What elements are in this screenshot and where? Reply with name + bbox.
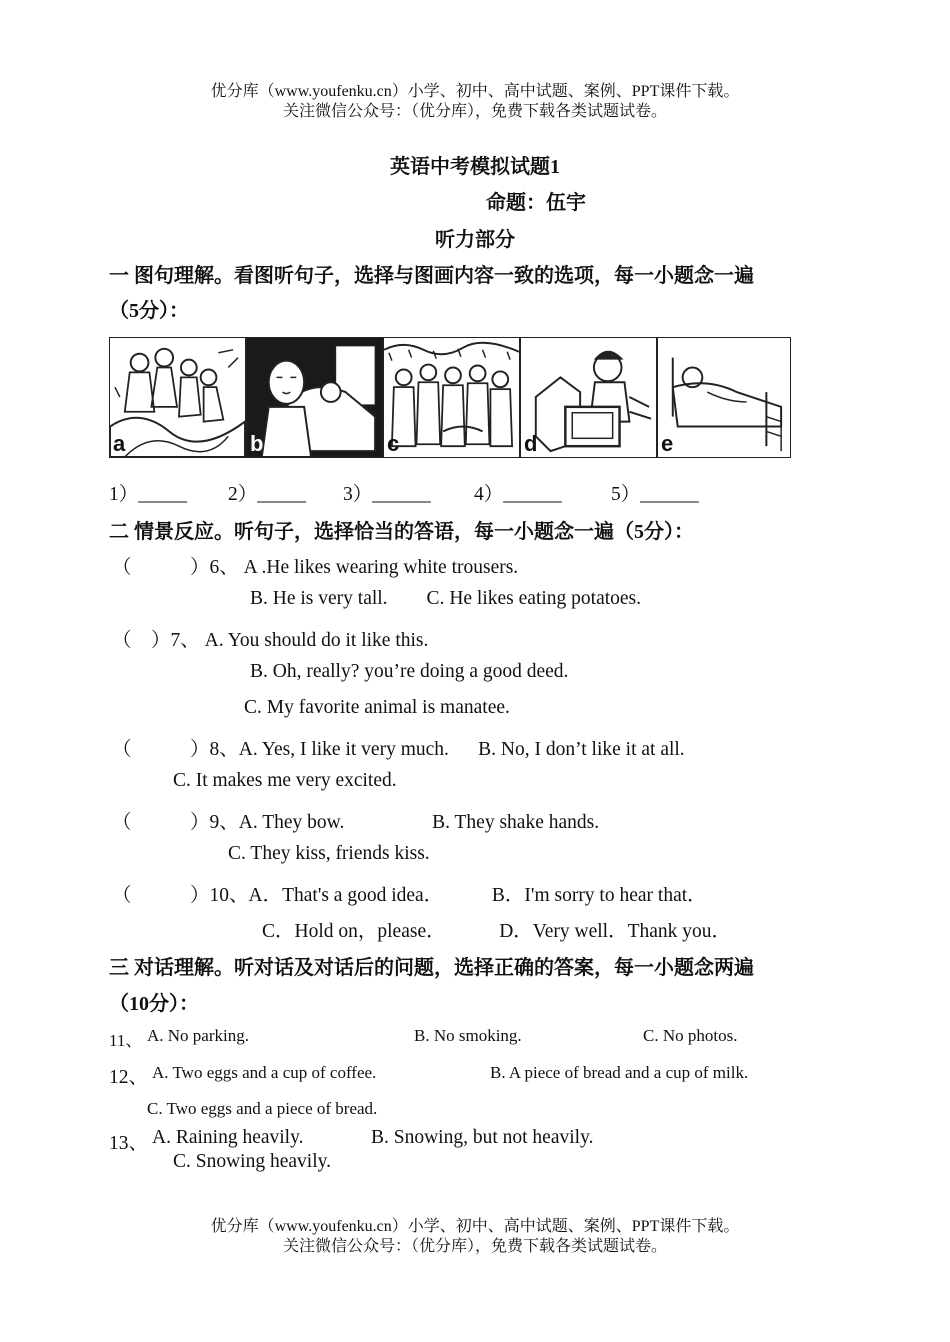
question-13-option-a: A. Raining heavily.: [152, 1127, 304, 1148]
question-10-line: （ ）10、A．That's a good idea． B．I'm sorry to hear that．: [112, 885, 707, 906]
header-line-2: 关注微信公众号：（优分库），免费下载各类试题试卷。: [282, 103, 667, 120]
author-line: 命题：伍宇: [486, 192, 586, 214]
person-in-bed-picture: [657, 337, 791, 458]
answer-blank-5[interactable]: 5）______: [611, 484, 699, 505]
section-1-heading: 一 图句理解。看图听句子，选择与图画内容一致的选项，每一小题念一遍: [109, 265, 754, 287]
boy-with-computer-picture: [520, 337, 657, 458]
crowd-celebration-picture: [383, 337, 520, 458]
question-7-line: （ ）7、 A. You should do it like this.: [112, 630, 429, 651]
answer-blank-2[interactable]: 2）_____: [228, 484, 307, 505]
question-7-option-b: B. Oh, really? you’re doing a good deed.: [250, 661, 569, 682]
footer-line-1: 优分库（www.youfenku.cn）小学、初中、高中试题、案例、PPT课件下载。: [210, 1218, 740, 1235]
question-8-option-c: C. It makes me very excited.: [173, 770, 397, 791]
section-3-heading-cont: （10分）：: [109, 993, 199, 1015]
question-12-option-a: A. Two eggs and a cup of coffee.: [152, 1063, 377, 1082]
picture-strip: [109, 337, 791, 458]
header-line-1: 优分库（www.youfenku.cn）小学、初中、高中试题、案例、PPT课件下载。: [210, 83, 740, 100]
picture-letter-a: a: [113, 431, 126, 456]
question-7-option-c: C. My favorite animal is manatee.: [244, 697, 510, 718]
section-3-heading: 三 对话理解。听对话及对话后的问题，选择正确的答案，每一小题念两遍: [109, 957, 754, 979]
exam-title: 英语中考模拟试题1: [390, 156, 560, 178]
question-11-option-c: C. No photos.: [643, 1026, 738, 1045]
girl-sick-in-bed-picture: [246, 337, 383, 458]
part-title: 听力部分: [435, 229, 515, 251]
question-6-options: B. He is very tall. C. He likes eating potatoes.: [250, 588, 642, 609]
picture-letter-b: b: [250, 431, 264, 456]
question-12-option-c: C. Two eggs and a piece of bread.: [147, 1099, 378, 1118]
question-11-number: 11、: [109, 1031, 143, 1050]
question-12-option-b: B. A piece of bread and a cup of milk.: [490, 1063, 749, 1082]
question-9-line: （ ）9、A. They bow. B. They shake hands.: [112, 812, 600, 833]
answer-blank-1[interactable]: 1）_____: [109, 484, 188, 505]
question-12-number: 12、: [109, 1067, 149, 1088]
footer-line-2: 关注微信公众号：（优分库），免费下载各类试题试卷。: [282, 1238, 667, 1255]
answer-blank-3[interactable]: 3）______: [343, 484, 431, 505]
question-6-line: （ ）6、 A .He likes wearing white trousers.: [112, 557, 519, 578]
question-11-option-a: A. No parking.: [147, 1026, 249, 1045]
question-11-option-b: B. No smoking.: [414, 1026, 522, 1045]
question-13-number: 13、: [109, 1133, 149, 1154]
question-13-option-b: B. Snowing, but not heavily.: [371, 1127, 594, 1148]
answer-blank-4[interactable]: 4）______: [474, 484, 562, 505]
section-2-heading: 二 情景反应。听句子，选择恰当的答语，每一小题念一遍（5分）：: [109, 521, 694, 543]
section-1-heading-cont: （5分）：: [109, 300, 189, 322]
family-outdoors-picture: [109, 337, 246, 458]
picture-letter-e: e: [661, 431, 674, 456]
question-9-option-c: C. They kiss, friends kiss.: [228, 843, 430, 864]
question-8-line: （ ）8、A. Yes, I like it very much. B. No, I don’t like it at all.: [112, 739, 685, 760]
picture-letter-d: d: [524, 431, 538, 456]
question-10-options-cd: C．Hold on，please． D．Very well．Thank you．: [262, 921, 732, 942]
question-13-option-c: C. Snowing heavily.: [173, 1151, 331, 1172]
picture-letter-c: c: [387, 431, 400, 456]
